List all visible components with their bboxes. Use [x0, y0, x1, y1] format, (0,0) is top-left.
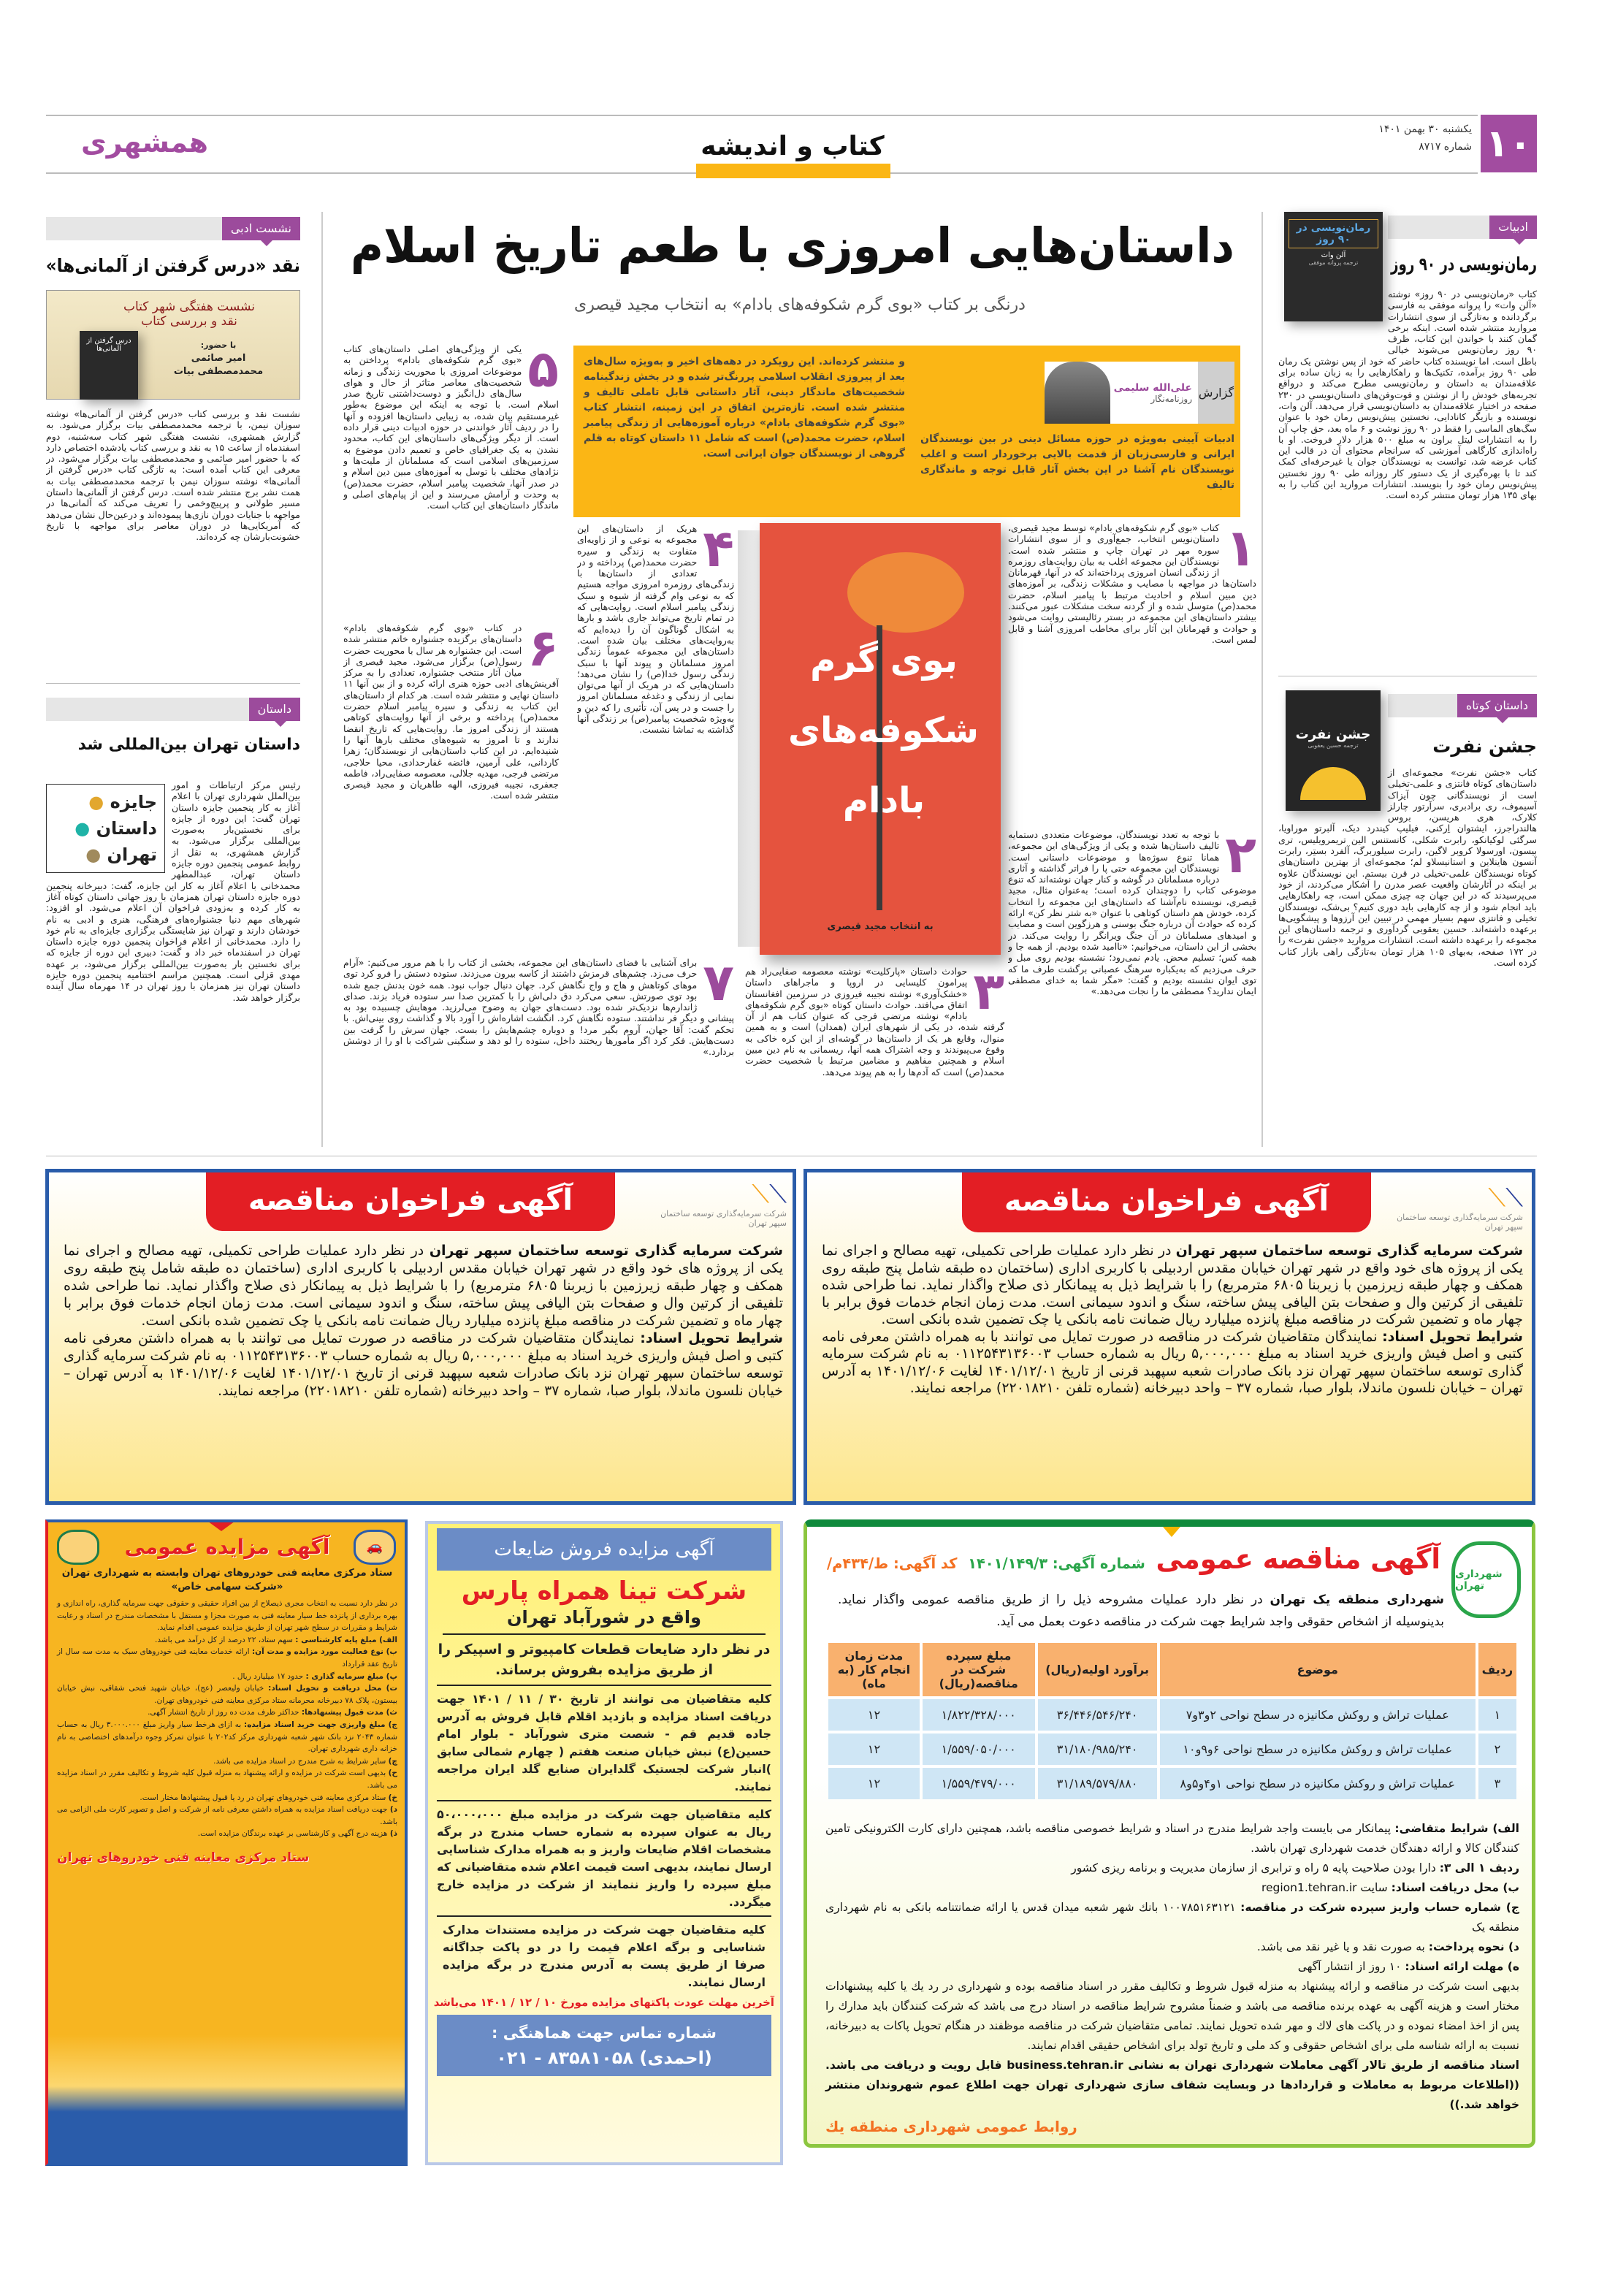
lead-text-left: و منتشر کرده‌اند. این رویکرد در دهه‌های اخیر و به‌ویژه سال‌های بعد از پیروزی انقلاب اسلامی پررنگ‌تر شده و در بخش زندگینامه شخصیت‌های ماندگار دینی، آثار داستانی قابل تاملی تالیف و منتشر شده است. تازه‌ترین اتفاق در این زمینه، انتشار کتاب «بوی گرم شکوفه‌های بادام» درباره آموزه‌هایی از زندگی پیامبر اسلام، حضرت محمد(ص) است که شامل ۱۱ داستان کوتاه به قلم گروهی از نویسندگان جوان ایرانی است. [584, 356, 905, 459]
scrap-auction-ad: آگهی مزایده فروش ضایعات شرکت تینا همراه پارس واقع در شورآباد تهران در نظر دارد ضایعات قطعات کامپیوتر و اسپیکر را از طریق مزایده بفروش برساند. کلیه متقاضیان می توانند از تاریخ ۳۰ / ۱۱ / ۱۴۰۱ جهت دریافت اسناد مزایده و بازدید اقلام قابل فروش به آدرس جاده قدیم قم - شصت متری شورآباد - بلوار امام حسین(ع) نبش خیابان صنعت هفتم ( چهارم شمالی سابق )انبار شرکت لجستیک گلدایران صنایع گلد ایران مراجعه نمایند. کلیه متقاضیان جهت شرکت در مزایده مبلغ ۵۰،۰۰۰،۰۰۰ ریال به عنوان سپرده به شماره حساب مندرج در برگه مشخصات اقلام ضایعات واریز و به همراه مدارک شناسایی ارسال نمایند، بدیهی است قیمت اعلام شده متقاضیانی که مبلغ سپرده را واریز ننمایند از شرکت در مزایده خارج میگردد. کلیه متقاضیان جهت شرکت در مزایده مستندات مدارک شناسایی و برگه اعلام قیمت را در دو پاکت جداگانه صرفا از طریق پست به آدرس مندرج در برگه مزایده ارسال نمایند. آخرین مهلت عودت پاکتهای مزایده مورخ ۱۰ / ۱۲ / ۱۴۰۱ می‌باشد شماره تماس جهت هماهنگی : (احمدی) ۸۳۵۸۱۰۵۸ - ۰۲۱ [425, 1521, 783, 2165]
story-title[interactable]: رمان‌نویسی در ۹۰ روز [1391, 253, 1537, 275]
column-divider [321, 212, 323, 1147]
article-section-3: ۳ حوادث داستان «پارکلیت» نوشته معصومه صفایی‌راد هم پیرامون کلیسایی در اروپا و ماجراهای داستان «خشک‌آوری» نوشته نجیبه فیروزی در سرزمین افغانستان اتفاق می‌افتد. حوادث داستان کوتاه «بوی گرم شکوفه‌های بادام» نوشته مرتضی فرجی که عنوان کتاب هم از آن گرفته شده، در یکی از شهرهای ایران (همدان) است و به همین منوال، وقایع هر یک از داستان‌ها در گوشه‌ای از این کره خاکی به وقوع می‌پیوندند و وجه اشتراک همه آنها، ریسمانی به نام دین مبین اسلام و همچنین مفاهیم و مضامین مرتبط با شخصیت حضرت محمد(ص) است که آدم‌ها را به هم پیوند می‌دهد. [745, 966, 1004, 1078]
ad-title: آگهی فراخوان مناقصه [206, 1172, 615, 1231]
story-title[interactable]: نقد «درس گرفتن از آلمانی‌ها» [45, 255, 300, 276]
section-number: ۵ [527, 343, 559, 399]
table-row: ۳ عملیات تراش و روکش مکانیزه در سطح نواحی ۱و۴و۵و۸ ۳۱/۱۸۹/۵۷۹/۸۸۰ ۱/۵۵۹/۴۷۹/۰۰۰ ۱۲ [828, 1768, 1516, 1799]
article-section-7: ۷ برای آشنایی با فضای داستان‌های این مجموعه، بخشی از کتاب را با هم مرور می‌کنیم: «آرام حرف می‌زد. چشم‌های قرمزش داشتند از کاسه بیرون می‌زدند. ستوده دستش را فرو کرد توی موهای کوتاهش و هاج و واج نگاهش کرد. جهان دنبال جواب نبود. همه خون بدنش جمع شده بود توی صورتش. سعی می‌کرد دق دلی‌اش را با کمترین صدا سر ستوده فریاد بزند. صدای ژاندارم‌ها نزدیک‌تر شده بود. دست‌های جهان به وضوح می‌لرزید. موهایش چسبیده بود به پیشانی و دیگر فر نداشتند. ستوده نگاهش کرد. انگشت اشاره‌اش را آورد بالا و گذاشت روی بینی‌اش. با تحکم گفت: آقا جهان، آروم بگیر مرد! و دوباره چشم‌هایش را بست. جهان سرش را گرفت بین دست‌هایش. فکر کرد اگر مأمورها ریختند داخل، ستوده را لو دهد و سنگینی شراکت با او را از دوشش بردارد.» [343, 957, 734, 1058]
book-cover-image: رمان‌نویسی در ۹۰ روز آلن وات ترجمه پروانه موفقی [1284, 212, 1383, 321]
ad-heading: آگهی مناقصه عمومی شماره آگهی: ۱۴۰۱/۱۴۹/۳ کد آگهی: ط/۴۳۴م/ [827, 1543, 1440, 1575]
article-section-4: ۴ هریک از داستان‌های این مجموعه به نوعی و از زاویه‌ای متفاوت به زندگی و سیره حضرت محمد(ص) پرداخته و در تعدادی از داستان‌ها با زندگی‌های روزمره امروزی مواجه هستیم که به نوعی وام گرفته از شیوه و سبک زندگی پیامبر اسلام است. روایت‌هایی که در تمام تاریخ می‌تواند جاری باشد و بارها به اشکال گوناگون آن را دیده‌ایم که به‌روایت‌های مختلف بیان شده است. داستان‌های این مجموعه عموماً زندگی امروز مسلمانان و پیوند آنها با سبک زندگی رسول خدا(ص) را نشان می‌دهد؛ داستان‌هایی که در هریک از آنها می‌توان نمایی از زندگی و دغدغه مسلمانان امروز را جست و در پس آن، تأثیری را که دین و به‌ویژه شخصیت پیامبر(ص) بر زندگی آنها گذاشته به تماشا نشست. [577, 523, 734, 736]
story-title[interactable]: جشن نفرت [1432, 736, 1537, 757]
article-section-2: ۲ با توجه به تعدد نویسندگان، موضوعات متعددی دستمایه تالیف داستان‌ها شده و یکی از ویژگی‌های این مجموعه، همانا تنوع سوژه‌ها و موضوعات داستانی است. نویسندگان این مجموعه حتی پا را فراتر گذاشته و آثاری درباره مسلمانان در گوشه و کنار جهان نوشته‌اند که تنوع موضوعی کتاب را دوچندان کرده است؛ به‌عنوان مثال، مجید قیصری، نویسنده نام‌آشنا که داستان‌های این مجموعه را انتخاب کرده، خودش هم داستان کوتاهی با عنوان «به شتر نظر کن» ارائه کرده که حوادث آن درباره جنگ بوسنی و هرزگوین است و مصایب و امیدهای مسلمانان در آن جنگ ویرانگر را روایت می‌کند. در بخشی از این داستان، می‌خوانیم: «ناامید شده بودیم. از همه جا و همه کس؛ تسلیم محض. یادم نمی‌رود؛ نشسته بودیم روی مبل و حرف می‌زدیم که به‌یکباره سرهنگ عصبانی برگشت طرف ما که توی ایوان نشسته بودیم و گفت: «مگر شما به خدای مصطفی ایمان ندارید؟ مصطفی ما را نجات می‌دهد.» [1008, 829, 1256, 997]
story-title[interactable]: داستان تهران بین‌المللی شد [77, 736, 300, 754]
cover-title-1: بوی گرم [810, 640, 958, 681]
cover-title-2: شکوفه‌های [787, 710, 979, 751]
deadline: آخرین مهلت عودت پاکتهای مزایده مورخ ۱۰ / ۱۲ / ۱۴۰۱ می‌باشد [433, 1996, 774, 2009]
column-divider [1261, 212, 1263, 1147]
column-header: موضوع [1160, 1643, 1476, 1696]
company-logo: ⟋⟋ شرکت سرمایه‌گذاری توسعه ساختمان سپهر تهران [660, 1180, 787, 1228]
issue-info [1329, 121, 1472, 156]
lead-text-right: ادبیات آیینی به‌ویژه در حوزه مسائل دینی در بین نویسندگان ایرانی و فارسی‌زبان از قدمت بالایی برخوردار است و اغلب نویسندگان نام آشنا در این بخش آثار قابل توجه و ماندگاری تالیف [920, 433, 1234, 491]
tender-clauses: الف) شرایط متقاضی: پیمانکار می بایست واجد شرایط مندرج در اسناد و شرایط خصوصی مناقصه باشد، همچنین دارای کارت الکترونیکی تامین کنندگان کالا و ارائه دهندگان خدمت شهرداری تهران باشد. ردیف ۱ الی ۳: دارا بودن صلاحیت پایه ۵ راه و ترابری از سازمان مدیریت و برنامه ریزی کشور ب) محل دریافت اسناد: سایت region1.tehran.ir ج) شماره حساب واریز سپرده شرکت در مناقصه: ۱۰۰۷۸۵۱۶۳۱۲۱ بانك شهر شعبه میدان قدس یا ارائه ضمانتنامه بانکی به نام شهرداری منطقه یک د) نحوه پرداخت: به صورت نقد و یا غیر نقد می باشد. ه) مهلت ارائه اسناد: ۱۰ روز از انتشار آگهی بدیهی است شرکت در مناقصه و ارائه پیشنهاد به منزله قبول شروط و تکالیف مقرر در اسناد مناقصه بوده و شهرداری در رد یك یا کلیه پیشنهادات مختار است و هزینه آگهی به عهده برنده مناقصه می باشد و ضمناً مشروح شرایط مناقصه در اسناد درج می باشد که شرکت کنندگان باید مدارك را پس از اخذ امضاء نموده و در پاکت های لاك و مهر شده تحویل نمایند. تمامی متقاضیان شرکت در مناقصه موظفند در هنگام تحویل پاکات به دبیرخانه، نسبت به ارائه شناسه ملی برای اشخاص حقوقی و کد ملی و تاریخ تولد برای اشخاص حقیقی اقدام نمایند. اسناد مناقصه از طریق تالار آگهی معاملات شهرداری تهران به نشانی business.tehran.ir قابل رویت و دریافت می باشد. ((اطلاعات مربوط به معاملات و قراردادها در وبسایت شفاف سازی شهرداری تهران جهت اطلاع عموم شهروندان منتشر خواهد شد.)) [825, 1822, 1519, 2111]
section-number: ۷ [703, 957, 734, 1012]
documents-link[interactable]: سایت region1.tehran.ir [1261, 1881, 1392, 1894]
story-divider [46, 683, 300, 684]
article-section-6: ۶ در کتاب «بوی گرم شکوفه‌های بادام» داستان‌های برگزیده جشنواره خاتم منتشر شده است. این جشنواره هر سال با محوریت حضرت رسول(ص) برگزار می‌شود. مجید قیصری از میان آثار منتخب جشنواره، تعدادی را به مرکز آفرینش‌های ادبی حوزه هنری ارائه کرده و از بین آنها ۱۱ داستان نهایی و منتشر شده است. هر کدام از داستان‌های این کتاب به زندگی و سیره پیامبر اسلام حضرت محمد(ص) پرداخته و برخی از آنها روایت‌های کوتاهی هستند از زندگی امروز ما. روایت‌هایی که تاریخ انقضا ندارند و تا امروز به شیوه‌های مختلف بارها آنها را شنیده‌ایم. در این کتاب داستان‌هایی از نویسندگان؛ زهرا کاردانی، علی آرمین، فائضه غفارحدادی، محیا حلاجی، مرتضی فرجی، مهدیه جلالی، معصومه صفایی‌راد، فاطمه جعفری، نجیبه فیروزی، الهه طاهریان و مجید قیصری منتشر شده است. [343, 622, 559, 801]
byline [1045, 362, 1234, 424]
section-title-bar [696, 164, 890, 178]
category-tag: داستان [249, 698, 300, 721]
column-header: برآورد اولیه(ریال) [1038, 1643, 1157, 1696]
cover-editor: به انتخاب مجید قیصری [827, 921, 934, 932]
vehicle-inspection-logo: 🚗 [354, 1530, 396, 1565]
public-auction-ad: 🚗 آگهی مزایده عمومی ستاد مرکزی معاینه فنی خودروهای تهران وابسته به شهرداری تهران «شرکت سهامی خاص» در نظر دارد نسبت به انتخاب مجری ذیصلاح از بین افراد حقیقی و حقوقی جهت سرمایه گذاری، راه اندازی و بهره برداری از پانزده خط سیار معاینه فنی به صورت مجزا و مستقل با مشخصات مندرج در اسناد و رعایت شرایط و مقررات در سطح شهر تهران از طریق مزایده عمومی اقدام نماید. الف) مبلغ پایه کارشناسی : سهم ستاد، ۲۲ درصد از کل درآمد می باشد. ب) نوع فعالیت مورد مزایده و مدت آن: ارائه خدمات معاینه فنی خودروهای سبک به مدت سه سال از تاریخ عقد قرارداد پ) مبلغ سرمایه گذاری : حدود ۱۷ میلیارد ریال . ت) محل دریافت و تحویل اسناد: خیابان ولیعصر (عج)، خیابان شهید فتحی شقاقی، نبش خیابان بیستون، پلاک ۷۸ دبیرخانه محرمانه ستاد مرکزی معاینه فنی خودروهای تهران. ث) مدت قبول پیشنهادها: حداکثر ظرف مدت ده روز از تاریخ انتشار آگهی. ج) مبلغ واریزی جهت خرید اسناد مزایده: به ازای هرخط سیار واریز مبلغ ۳.۰۰۰.۰۰۰ ریال به حساب شماره ۲۰۴۳ نزد بانک شهر شعبه شهرداری مرکز کد۲۰۲ با عنوان تمرکز وجوه درآمدهای اختصاصی به نام خزانه داری شهرداری تهران. چ) سایر شرایط به شرح مندرج در اسناد مزایده می باشد. ح) بدیهی است شرکت در مزایده و ارائه پیشنهاد به منزله قبول کلیه شروط و تکالیف مقرر در اسناد مزایده می باشد. خ) ستاد مرکزی معاینه فنی خودروهای تهران در رد یا قبول پیشنهادها مختار است. د) جهت دریافت اسناد مزایده به همراه داشتن معرفی نامه از شرکت و اصل و تصویر کارت ملی الزامی می باشد. ذ) هزینه درج آگهی و کارشناسی بر عهده برندگان مزایده است. ستاد مرکزی معاینه فنی خودروهای تهران [45, 1519, 408, 2166]
section-title: کتاب و اندیشه [701, 131, 885, 161]
section-number: ۴ [703, 523, 734, 579]
tender-table [825, 1640, 1519, 1802]
sidebar-story-novel [1278, 212, 1537, 672]
table-row: ۱ عملیات تراش و روکش مکانیزه در سطح نواحی ۲و۳و۷ ۳۶/۴۴۶/۵۴۶/۲۴۰ ۱/۸۲۲/۳۲۸/۰۰۰ ۱۲ [828, 1699, 1516, 1731]
event-poster: نشست هفتگی شهر کتاب نقد و بررسی کتاب درس گرفتن از آلمانی‌ها با حضور: امیر صائمی محمدمصطفی بیات [46, 290, 300, 400]
book-cover-image: جشن نفرت ترجمه حسین یعقوبی [1286, 690, 1381, 811]
section-number: ۲ [1225, 829, 1256, 885]
ad-title: آگهی مزایده عمومی [124, 1535, 330, 1559]
organization-name: ستاد مرکزی معاینه فنی خودروهای تهران وابسته به شهرداری تهران [61, 1567, 393, 1579]
tender-call-ad-left [45, 1169, 796, 1505]
author-role: روزنامه‌نگار [1150, 393, 1192, 404]
ad-title: آگهی فراخوان مناقصه [962, 1172, 1371, 1232]
public-tender-ad [804, 1519, 1535, 2148]
ad-signature: روابط عمومی شهرداری منطقه یك [825, 2118, 1077, 2135]
contact-box: شماره تماس جهت هماهنگی : (احمدی) ۸۳۵۸۱۰۵۸ - ۰۲۱ [437, 2015, 771, 2076]
contact-phone: (احمدی) ۸۳۵۸۱۰۵۸ - ۰۲۱ [496, 2048, 712, 2068]
company-location: واقع در شورآباد تهران [443, 1607, 766, 1635]
author-photo [1045, 362, 1110, 424]
story-body: نشست نقد و بررسی کتاب «درس گرفتن از آلمانی‌ها» نوشته سوزان نیمن، با ترجمه محمدمصطفی بیات برگزار می‌شود. به گزارش همشهری، نشست هفتگی شهر کتاب سه‌شنبه، دوم اسفندماه از ساعت ۱۵ به نقد و بررسی کتاب یادشده اختصاص دارد که با حضور امیر صائمی و محمدمصطفی بیات برگزار می‌شود. در معرفی این کتاب آمده است: به تازگی کتاب «درس گرفتن از آلمانی‌ها» نوشته سوزان نیمن با ترجمه محمدمصطفی بیات به همت نشر برج منتشر شده است. درس گرفتن از آلمانی‌ها داستان مسیر طولانی و پرپیچ‌وخمی را تعریف می‌کند که آلمانی‌ها در مواجهه با جنایات دوران نازی‌ها پیموده‌اند و درعین‌حال نشان می‌دهد که آمریکایی‌ها در دوران معاصر برای مواجهه با تاریخ خشونت‌بارشان چه کرده‌اند. [46, 408, 300, 543]
category-tag: نشست ادبی [222, 217, 300, 240]
section-number: ۳ [973, 966, 1004, 1021]
main-headline: داستان‌هایی امروزی با طعم تاریخ اسلام [350, 218, 1235, 274]
story-body: رئیس مرکز ارتباطات و امور بین‌الملل شهرداری تهران با اعلام آغاز به کار پنجمین جایزه داستان تهران گفت: این دوره از جایزه برای نخستین‌بار به‌صورت بین‌المللی برگزار می‌شود. به گزارش همشهری، به نقل از روابط عمومی پنجمین دوره جایزه داستان تهران، عبدالمطهر محمدخانی با اعلام آغاز به کار این جایزه، گفت: دبیرخانه پنجمین دوره جایزه داستان تهران همزمان با روز جهانی داستان کوتاه آغاز به کار کرده و به‌زودی فراخوان آن اعلام می‌شود. او افزود: شهرهای مهم دنیا جشنواره‌های فرهنگی، هنری و ادبی به نام خودشان دارند و تهران نیز شایستگی برگزاری جایزه‌ای به نام خود را دارد. محمدخانی از اعلام فراخوان پنجمین دوره جایزه داستان تهران در اسفندماه خبر داد و گفت: دبیری این دوره از جایزه که برای نخستین بار به‌صورت بین‌المللی برگزار می‌شود، بر عهده مهدی قزلی است. همچنین مراسم اختتامیه پنجمین دوره جایزه داستان تهران نیز همزمان با روز تهران در ۱۴ مهرماه سال آینده برگزار خواهد شد. [46, 779, 300, 1003]
page-number: ۱۰ [1481, 115, 1537, 172]
section-number: ۱ [1225, 522, 1256, 578]
issue-date: یکشنبه ۳۰ بهمن ۱۴۰۱ [1378, 123, 1472, 135]
sidebar-story-tehran-prize [46, 698, 300, 1143]
company-logo: ⟋⟋ شرکت سرمایه‌گذاری توسعه ساختمان سپهر تهران [1397, 1183, 1523, 1232]
ad-body: در نظر دارد نسبت به انتخاب مجری ذیصلاح از بین افراد حقیقی و حقوقی جهت سرمایه گذاری، راه اندازی و بهره برداری از پانزده خط سیار معاینه فنی به صورت مجزا و مستقل با مشخصات مندرج در اسناد و رعایت شرایط و مقررات در سطح شهر تهران از طریق مزایده عمومی اقدام نماید. الف) مبلغ پایه کارشناسی : سهم ستاد، ۲۲ درصد از کل درآمد می باشد. ب) نوع فعالیت مورد مزایده و مدت آن: ارائه خدمات معاینه فنی خودروهای سبک به مدت سه سال از تاریخ عقد قرارداد پ) مبلغ سرمایه گذاری : حدود ۱۷ میلیارد ریال . ت) محل دریافت و تحویل اسناد: خیابان ولیعصر (عج)، خیابان شهید فتحی شقاقی، نبش خیابان بیستون، پلاک ۷۸ دبیرخانه محرمانه ستاد مرکزی معاینه فنی خودروهای تهران. ث) مدت قبول پیشنهادها: حداکثر ظرف مدت ده روز از تاریخ انتشار آگهی. ج) مبلغ واریزی جهت خرید اسناد مزایده: به ازای هرخط سیار واریز مبلغ ۳.۰۰۰.۰۰۰ ریال به حساب شماره ۲۰۴۳ نزد بانک شهر شعبه شهرداری مرکز کد۲۰۲ با عنوان تمرکز وجوه درآمدهای اختصاصی به نام خزانه داری شهرداری تهران. چ) سایر شرایط به شرح مندرج در اسناد مزایده می باشد. ح) بدیهی است شرکت در مزایده و ارائه پیشنهاد به منزله قبول کلیه شروط و تکالیف مقرر در اسناد مزایده می باشد. خ) ستاد مرکزی معاینه فنی خودروهای تهران در رد یا قبول پیشنهادها مختار است. د) جهت دریافت اسناد مزایده به همراه داشتن معرفی نامه از شرکت و اصل و تصویر کارت ملی الزامی می باشد. ذ) هزینه درج آگهی و کارشناسی بر عهده برندگان مزایده است. [57, 1599, 397, 1839]
story-body: کتاب «رمان‌نویسی در ۹۰ روز» نوشته «آلن وات» را پروانه موفقی به فارسی برگردانده و به‌تازگی از سوی انتشارات مروارید منتشر شده است. اینکه برخی گمان کنند با خواندن این کتاب، ظرف ۹۰ روز رمان‌نویس می‌شوند خیالی باطل است. اما نویسنده کتاب حاضر که خود از پس نوشتن یک رمان طی ۹۰ روز برآمده، تکنیک‌ها و راهکارهایی را به زبان ساده برای علاقه‌مندان به داستان و رمان‌نویسی مطرح می‌کند و درواقع تجربه‌های خودش را از نوشتن و فوت‌وفن‌های داستان‌نویسی در ۲۳۰ صفحه در اختیار علاقه‌مندان به داستان‌نویسی قرار می‌دهد. آلن وات، نویسنده و بازیگر کانادایی، نخستین پیش‌نویس رمان خود با عنوان سگ‌های الماسی را فقط در ۹۰ روز نوشت و ۶ ماه بعد، حق چاپ آن را به انتشارات لیتل براون به مبلغ ۵۰۰ هزار دلار فروخت. او با راه‌اندازی کارگاهی آموزشی که سرانجام محتوای آن در قالب این کتاب عرضه شد، توانست به نویسندگان جوان یا غیرحرفه‌ای کمک کند تا با بهره‌گیری از یک دستور کار روزانه طی ۹۰ روز نخستین پیش‌نویس رمان خود را بنویسند. انتشارات مروارید این کتاب را به بهای ۱۳۵ هزار تومان منتشر کرده است. [1278, 289, 1537, 501]
column-header: مدت زمان انجام کار (به ماه) [828, 1643, 920, 1696]
table-row: ۲ عملیات تراش و روکش مکانیزه در سطح نواحی ۶و۹و۱۰ ۳۱/۱۸۰/۹۸۵/۲۴۰ ۱/۵۵۹/۰۵۰/۰۰۰ ۱۲ [828, 1734, 1516, 1765]
tehran-municipality-logo: شهرداری تهران [1451, 1541, 1521, 1618]
prize-logo: جایزه ● داستان ● تهران ● [46, 784, 165, 873]
flower-illustration [847, 552, 964, 633]
ad-body: شرکت سرمایه گذاری توسعه ساختمان سپهر تهران در نظر دارد عملیات طراحی تکمیلی، تهیه مصالح و اجرای نما یکی از پروژه های خود واقع در شهر تهران خیابان مقدس اردبیلی با کاربری اداری (ساختمان ده طبقه شامل پنج طبقه روی همکف و چهار طبقه زیرزمین با زیربنا ۶۸۰۵ مترمربع) را با شرایط ذیل به پیمانکار ذی صلاح واگذار نماید. نما طراحی شده تلفیقی از کرتین وال و صفحات بتن الیافی پیش ساخته، سنگ و اندود سیمانی است. مدت زمان انجام خدمات فوق برابر با چهار ماه و تضمین شرکت در مناقصه مبلغ پانزده میلیارد ریال ضمانت نامه بانکی یا چک تضمین شده بانکی است. شرایط تحویل اسناد: نمایندگان متقاضیان شرکت در مناقصه در صورت تمایل می توانند با به همراه داشتن معرفی نامه کتبی و اصل فیش واریزی خرید اسناد به مبلغ ۵,۰۰۰,۰۰۰ ریال به شماره حساب ۰۱۱۲۵۴۳۱۳۶۰۰۳ به نام شرکت سرمایه گذاری توسعه ساختمان سپهر تهران نزد بانک صادرات شعبه سپهبد قرنی از تاریخ ۱۴۰۱/۱۲/۰۱ لغایت ۱۴۰۱/۱۲/۰۶ به آدرس تهران – خیابان نلسون ماندلا، بلوار صبا، شماره ۳۷ – واحد دبیرخانه (شماره تلفن ۲۲۰۱۸۲۱۰) مراجعه نمایند. [822, 1243, 1524, 1396]
column-header: مبلغ سپرده شرکت در مناقصه(ریال) [923, 1643, 1035, 1696]
ad-body: شرکت سرمایه گذاری توسعه ساختمان سپهر تهران در نظر دارد عملیات طراحی تکمیلی، تهیه مصالح و اجرای نما یکی از پروژه های خود واقع در شهر تهران خیابان مقدس اردبیلی با کاربری اداری (ساختمان ده طبقه شامل پنج طبقه روی همکف و چهار طبقه زیرزمین با زیربنا ۶۸۰۵ مترمربع) را با شرایط ذیل به پیمانکار ذی صلاح واگذار نماید. نما طراحی شده تلفیقی از کرتین وال و صفحات بتن الیافی پیش ساخته، سنگ و اندود سیمانی است. مدت زمان انجام خدمات فوق برابر با چهار ماه و تضمین شرکت در مناقصه مبلغ پانزده میلیارد ریال ضمانت نامه بانکی یا چک تضمین شده بانکی است. شرایط تحویل اسناد: نمایندگان متقاضیان شرکت در مناقصه در صورت تمایل می توانند با به همراه داشتن معرفی نامه کتبی و اصل فیش واریزی خرید اسناد به مبلغ ۵,۰۰۰,۰۰۰ ریال به شماره حساب ۰۱۱۲۵۴۳۱۳۶۰۰۳ به نام شرکت سرمایه گذاری توسعه ساختمان سپهر تهران نزد بانک صادرات شعبه سپهبد قرنی از تاریخ ۱۴۰۱/۱۲/۰۱ لغایت ۱۴۰۱/۱۲/۰۶ به آدرس تهران – خیابان نلسون ماندلا، بلوار صبا، شماره ۳۷ – واحد دبیرخانه (شماره تلفن ۲۲۰۱۸۲۱۰) مراجعه نمایند. [64, 1243, 784, 1399]
issue-number: شماره ۸۷۱۷ [1419, 141, 1472, 153]
header-top-rule [46, 115, 1478, 116]
author-name: علی‌الله سلیمی [1113, 381, 1192, 394]
ad-title: آگهی مزایده فروش ضایعات [437, 1528, 771, 1571]
story-body: کتاب «جشن نفرت» مجموعه‌ای از داستان‌های کوتاه فانتزی و علمی-تخیلی است از نویسندگانی چون آیزاک آسیموف، ری برادبری، سرآرتور چارلز کلارک، هری هریسن، بروس هالندراجرز، ایشتوان اِرکنی، فیلیپ کیندرد دیک، آلبرتو موراویا، سرگئی لوکیانکو، رابرت شکلی، کانستنس الین تریمرویلیس، تری بیسون، اورسولا کروبر لاگین، رابرت سیلوربرگ، آلفرد بستِر، رابرت آنسون هاینلاین و استانیسلاو لم؛ مجموعه‌ای از بهترین داستان‌های کوتاه نویسندگان علمی-تخیلی در قرن بیستم. این نویسندگان علاوه بر اینکه در آثارشان واقعیت عصر مدرن را آشکار می‌کردند، از خود می‌پرسیدند که در این جهان چه چیزی ممکن است، چه راهکارهایی باید انجام شود و از چه کارهایی باید دوری کنیم؟ بی‌شک، نویسندگان تخیلی و فانتزی سهم بسیار مهمی در تبیین این آرزوها و پیشگویی‌ها برعهده داشته‌اند. حسین یعقوبی گردآوری و ترجمه داستان‌های این مجموعه را برعهده داشته است. انتشارات مروارید «جشن نفرت» را در ۱۷۲ صفحه، به‌بهای ۱۰۵ هزار تومان به‌تازگی راهی بازار کتاب کرده است. [1278, 767, 1537, 969]
main-subheadline: درنگی بر کتاب «بوی گرم شکوفه‌های بادام» به انتخاب مجید قیصری [574, 296, 1026, 314]
article-section-5: ۵ یکی از ویژگی‌های اصلی داستان‌های کتاب «بوی گرم شکوفه‌های بادام» پرداختن به موضوعات امروزی با محوریت زندگی و زمانه شخصیت‌های معاصر متاثر از حال و هوای سال‌های دل‌انگیز و دوست‌داشتنی تاریخ صدر اسلام است. با توجه به اینکه این موضوع به‌طور غیرمستقیم بیان شده، به زیبایی داستان‌ها افزوده و آنها را در ردیف آثار خواندنی در حوزه ادبیات دینی قرار داده است. از دیگر ویژگی‌های داستان‌های این کتاب، محدود نشدن به یک جغرافیای خاص و تعمیم دادن موضوع به سرزمین‌های اسلامی است که مسلمانان از ملیت‌ها و نژادهای مختلف با توسل به آموزه‌های مبین دین اسلام و در صدر آنها، شخصیت پیامبر اسلام، حضرت محمد(ص) به وحدت و آرامش می‌رسند و این از پیام‌های اصلی و ماندگار داستان‌های این کتاب است. [343, 343, 559, 511]
column-header: ردیف [1478, 1643, 1516, 1696]
cover-title-3: بادام [842, 780, 925, 821]
tender-call-ad-right [804, 1169, 1535, 1505]
sidebar-story-hate [1278, 683, 1537, 1143]
book-cover-image [738, 523, 1001, 958]
section-number: ۶ [527, 622, 559, 678]
ad-intro: شهرداری منطقه یک تهران در نظر دارد عملیات مشروحه ذیل را از طریق مناقصه عمومی واگذار نماید. بدینوسیله از اشخاص حقوقی واجد شرایط جهت شرکت در مناقصه دعوت بعمل می آید. [838, 1593, 1444, 1629]
category-tag: داستان کوتاه [1457, 694, 1537, 717]
ad-content [57, 1598, 397, 1865]
category-tag: ادبیات [1489, 216, 1537, 239]
lead-box [573, 346, 1240, 517]
company-name: شرکت تینا همراه پارس [461, 1576, 747, 1606]
tender-lower [825, 1819, 1519, 2144]
report-label: گزارش [1198, 362, 1234, 424]
article-section-1: ۱ کتاب «بوی گرم شکوفه‌های بادام» توسط مجید قیصری، داستان‌نویس انتخاب، جمع‌آوری و از سوی انتشارات سوره مهر در تهران چاپ و منتشر شده است. نویسندگان این مجموعه اغلب به بیان روایت‌های روزمره از زندگی انسان امروزی پرداخته‌اند که در آنها، قهرمانان داستان‌ها در مواجهه با مصایب و مشکلات زندگی، بر آموزه‌های دین مبین اسلام و احادیث مرتبط با پیامبر اسلام، حضرت محمد(ص) متوسل شده و از گردنه سخت مشکلات عبور می‌کنند. بیشتر داستان‌های این مجموعه در بستر رئالیستی روایت می‌شود و حوادث و قهرمانان این آثار برای مخاطب امروزی آشنا و قابل لمس است. [1008, 522, 1256, 645]
newspaper-logo[interactable]: همشهری [80, 126, 209, 159]
tehran-municipality-logo [57, 1530, 99, 1565]
ad-signature: ستاد مرکزی معاینه فنی خودروهای تهران [57, 1850, 310, 1865]
sidebar-story-germans [46, 217, 300, 670]
